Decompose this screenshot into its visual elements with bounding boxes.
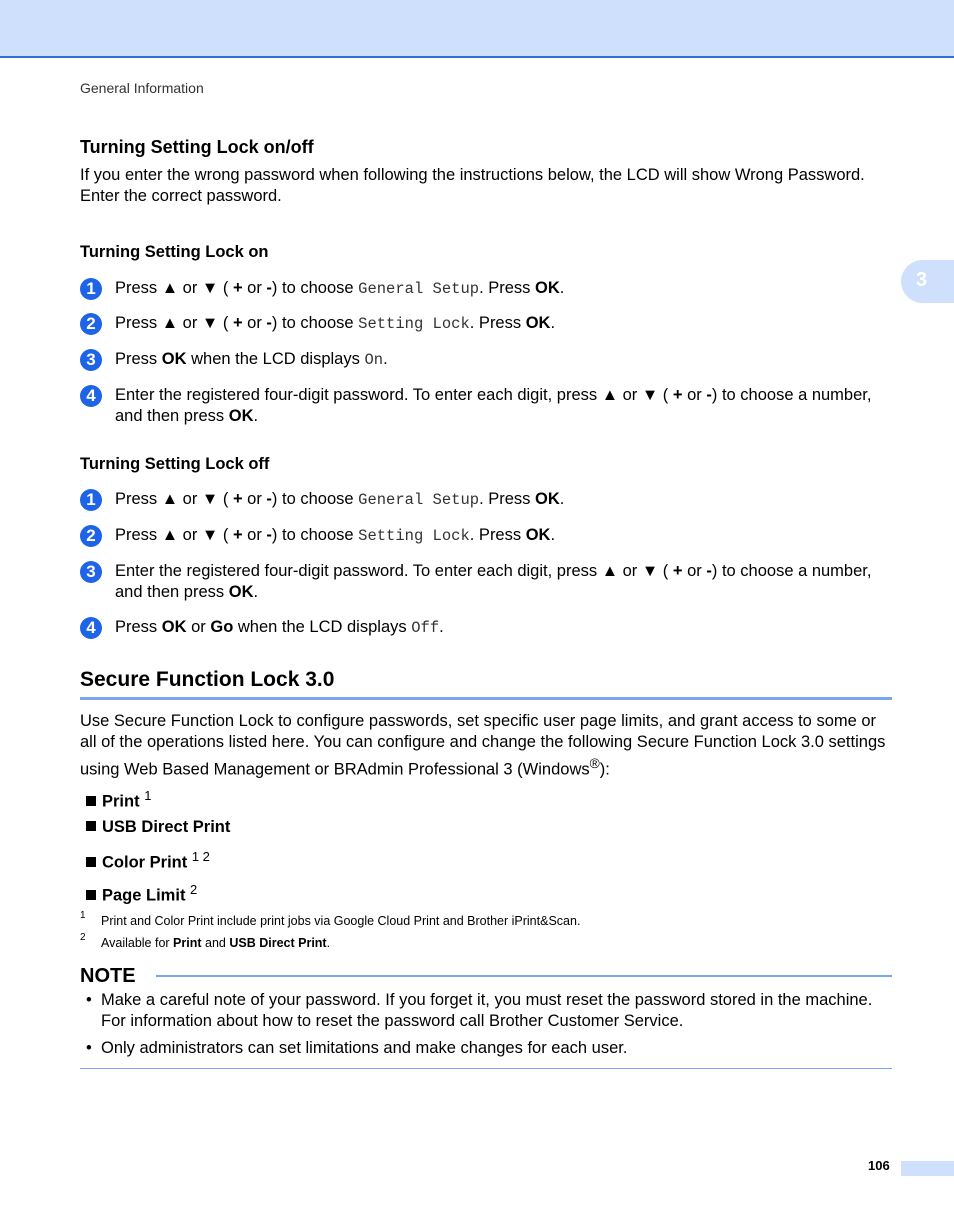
top-banner	[0, 0, 954, 58]
sfl-item-usb-direct-print: USB Direct Print	[86, 818, 230, 837]
square-bullet-icon	[86, 796, 96, 806]
sfl-item-print: Print $^1$	[86, 788, 151, 812]
lock-off-step-4	[80, 617, 892, 639]
lock-off-step-1	[80, 489, 892, 511]
step-number-badge: 2	[80, 313, 102, 335]
lock-off-step-3	[80, 561, 892, 603]
chapter-tab	[901, 260, 954, 303]
square-bullet-icon	[86, 890, 96, 900]
step-text: Press ▲ or ▼ ( + or -) to choose Setting Lock. Press OK.	[115, 526, 556, 545]
step-text: Press ▲ or ▼ ( + or -) to choose General Setup. Press OK.	[115, 279, 565, 298]
step-number-badge: 2	[80, 525, 102, 547]
page-number-bar	[901, 1161, 954, 1176]
step-number-badge: 3	[80, 349, 102, 371]
step-number-badge: 4	[80, 617, 102, 639]
chapter-number: 3	[916, 269, 928, 291]
step-number-badge: 1	[80, 278, 102, 300]
bullet-dot-icon: •	[86, 1039, 92, 1057]
note-title: NOTE	[80, 965, 136, 987]
step-text: Press ▲ or ▼ ( + or -) to choose General Setup. Press OK.	[115, 490, 565, 509]
sfl-item-page-limit: Page Limit $^2$	[86, 882, 197, 906]
lock-off-step-2	[80, 525, 892, 547]
step-text: Press OK or Go when the LCD displays Off.	[115, 618, 444, 637]
section-rule	[80, 697, 892, 700]
subsection-title-lock-off: Turning Setting Lock off	[80, 455, 270, 473]
sfl-item-color-print: Color Print $^{1 2}$	[86, 849, 210, 873]
note-bottom-rule	[80, 1068, 892, 1069]
note-item: • Make a careful note of your password. If you forget it, you must reset the password stored in the machine. For information about how to reset the password call Brother Customer Service.	[86, 991, 873, 1030]
square-bullet-icon	[86, 821, 96, 831]
note-rule	[156, 975, 892, 977]
note-item: • Only administrators can set limitations and make changes for each user.	[86, 1039, 628, 1057]
running-header: General Information	[80, 80, 204, 96]
step-text: Press OK when the LCD displays On.	[115, 350, 388, 369]
lock-on-step-2	[80, 313, 892, 335]
section-title-sfl: Secure Function Lock 3.0	[80, 668, 335, 691]
step-number-badge: 4	[80, 385, 102, 407]
step-number-badge: 1	[80, 489, 102, 511]
step-text: Enter the registered four-digit password. To enter each digit, press ▲ or ▼ ( + or -) to choose a number, and then press OK.	[115, 562, 872, 601]
lock-on-step-1	[80, 278, 892, 300]
bullet-dot-icon: •	[86, 991, 92, 1009]
sfl-body: Use Secure Function Lock to configure passwords, set specific user page limits, and grant access to some or all of the operations listed here. You can configure and change the following Secure Function Lock 3.0 settings using Web Based Management or BRAdmin Professional 3 (Windows®):	[80, 712, 886, 779]
page-number: 106	[868, 1158, 890, 1173]
section-title-lock: Turning Setting Lock on/off	[80, 137, 314, 157]
step-number-badge: 3	[80, 561, 102, 583]
lock-on-step-3	[80, 349, 892, 371]
step-text: Enter the registered four-digit password. To enter each digit, press ▲ or ▼ ( + or -) to choose a number, and then press OK.	[115, 386, 872, 425]
subsection-title-lock-on: Turning Setting Lock on	[80, 243, 269, 261]
section-intro-lock: If you enter the wrong password when following the instructions below, the LCD will show Wrong Password. Enter the correct password.	[80, 166, 865, 205]
lock-on-step-4	[80, 385, 892, 427]
step-text: Press ▲ or ▼ ( + or -) to choose Setting Lock. Press OK.	[115, 314, 556, 333]
square-bullet-icon	[86, 857, 96, 867]
